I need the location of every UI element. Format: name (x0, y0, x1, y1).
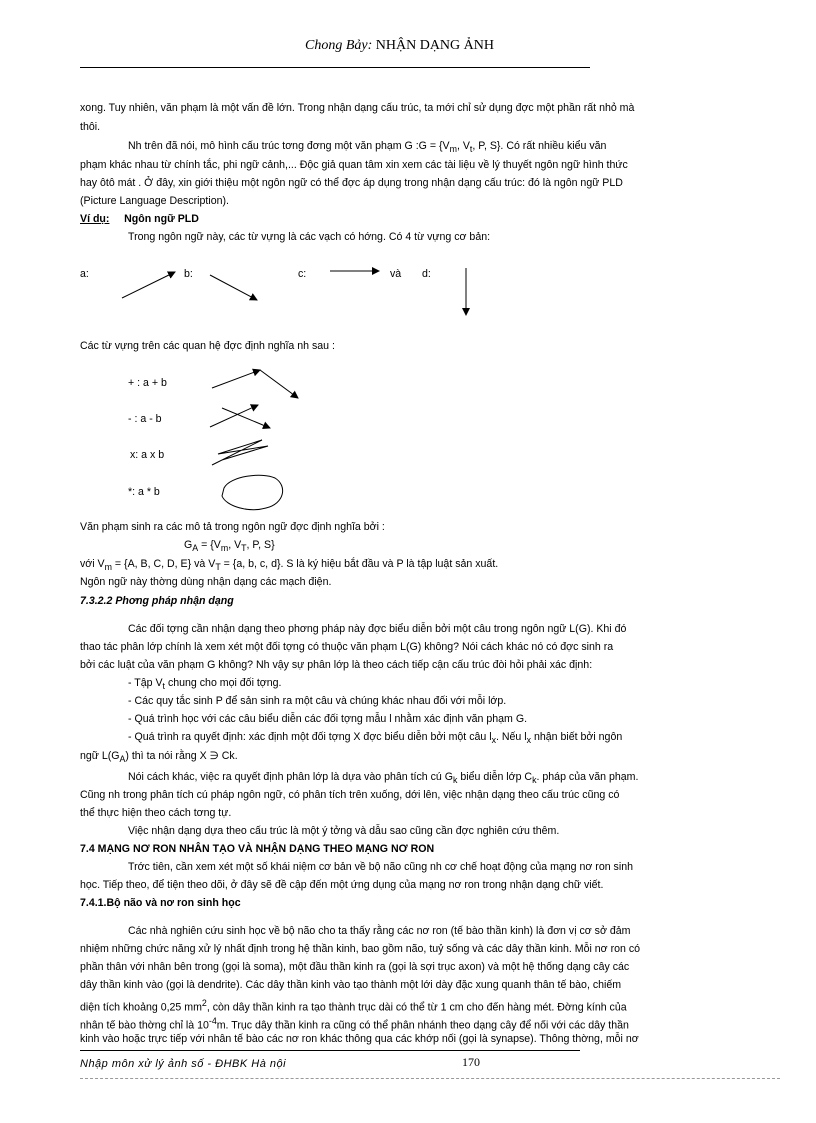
relation-plus-a (212, 370, 260, 388)
vocab-and: và (390, 268, 402, 280)
para-line: Việc nhận dạng dựa theo cấu trúc là một ý tởng và dẫu sao cũng cần đợc nghiên cứu thêm. (128, 825, 560, 837)
para-line: học. Tiếp theo, để tiện theo dõi, ở đây sẽ đề cập đến một ứng dụng của mạng nơ ron trong nhận dạng chữ viết. (80, 879, 604, 891)
vocab-a-label: a: (80, 268, 89, 280)
para-line: dây thần kinh vào (gọi là dendrite). Các dây thần kinh vào tạo thành một lới dày đặc xung quanh thân tế bào, chiếm (80, 979, 622, 991)
para-line: Các từ vựng trên các quan hệ đợc định nghĩa nh sau : (80, 340, 335, 352)
para-line: Các nhà nghiên cứu sinh học về bộ não cho ta thấy rằng các nơ ron (tế bào thần kinh) là đơn vị cơ sở đảm (128, 925, 631, 937)
para-line: thao tác phân lớp chính là xem xét một đối tợng có thuộc văn phạm L(G) không? Nói cách khác nó có đợc sinh ra (80, 641, 614, 653)
para-line: Văn phạm sinh ra các mô tả trong ngôn ngữ đợc định nghĩa bởi : (80, 521, 385, 533)
bullet-item: - Tập $V_t$ chung cho mọi đối tợng. (128, 677, 282, 692)
relation-plus-b (260, 370, 298, 398)
relation-star-shape (222, 475, 283, 509)
para-line: thể thực hiện theo cách tơng tự. (80, 807, 232, 819)
para-line: nhiệm những chức năng xử lý nhất định trong hệ thần kinh, bao gồm não, tuỷ sống và các dây thần kinh. Mỗi nơ ron có (80, 943, 641, 955)
para-line: Các đối tợng cần nhận dạng theo phơng pháp này đợc biểu diễn bởi một câu trong ngôn ngữ L(G). Khi đó (128, 623, 627, 635)
section-heading: 7.4.1.Bộ não và nơ ron sinh học (80, 897, 241, 909)
grammar-def: $G_A = \{V_m$, $V_T$, P, S} (184, 539, 275, 554)
page-number: 170 (462, 1055, 480, 1069)
para-line: (Picture Language Description). (80, 195, 229, 207)
relation-minus-a (210, 405, 258, 427)
example-heading: Ví dụ: Ngôn ngữ PLD (80, 213, 199, 225)
vocab-d-label: d: (422, 268, 431, 280)
para-line: bởi các luật của văn phạm G không? Nh vậy sự phân lớp là theo cách tiếp cận cấu trúc đòi hỏi phải xác định: (80, 659, 593, 671)
para-line: Nói cách khác, việc ra quyết định phân lớp là dựa vào phân tích cú $G_k$ biểu diễn lớp $C_k$. pháp của văn phạm. (128, 771, 639, 786)
para-line: Trớc tiên, cần xem xét một số khái niệm cơ bản về bộ não cũng nh cơ chế hoạt động của mạng nơ ron sinh (128, 861, 633, 873)
para-line: Ngôn ngữ này thờng dùng nhận dạng các mạch điện. (80, 576, 332, 588)
para-line: Cũng nh trong phân tích cú pháp ngôn ngữ, có phân tích trên xuống, dới lên, việc nhận dạng theo cấu trúc cũng có (80, 789, 620, 801)
section-heading: 7.4 MẠNG NƠ RON NHÂN TẠO VÀ NHẬN DẠNG THEO MẠNG NƠ RON (80, 843, 435, 855)
relation-times-shape (212, 440, 268, 465)
para-line: kinh vào hoặc trực tiếp với nhân tế bào các nơ ron khác thông qua các khớp nối (gọi là synapse). Thông thờng, mỗi nơ (80, 1033, 639, 1045)
relation-plus: + : a + b (128, 377, 167, 389)
bullet-item: - Quá trình học với các câu biểu diễn các đối tợng mẫu l nhằm xác định văn phạm G. (128, 713, 528, 725)
vocab-c-label: c: (298, 268, 307, 280)
para-line: hay ôtô mát . Ở đây, xin giới thiệu một ngôn ngữ có thể đợc áp dụng trong nhận dạng cấu trúc: đó là ngôn ngữ PLD (80, 177, 623, 189)
relation-minus: - : a - b (128, 413, 162, 425)
para-line: diện tích khoảng 0,25 $mm^2$, còn dây thần kinh ra tạo thành trục dài có thể từ 1 cm cho đến hàng mét. Đờng kính của (80, 998, 627, 1014)
para-line: phần thân với nhân bên trong (gọi là soma), một đầu thần kinh ra (gọi là sợi trục axon) và một hệ thống dạng cây các (80, 961, 630, 973)
para-line: nhân tế bào thờng chỉ là $10^{-4}m$. Trục dây thần kinh ra cũng có thể phân nhánh theo dạng cây để nối với các dây thần (80, 1016, 629, 1032)
para-line: với $V_m = \{A$, B, C, D, E} và $V_T = \{a$, b, c, d}. S là ký hiệu bắt đầu và P là tập luật sản xuất. (80, 558, 499, 573)
para-line: phạm khác nhau từ chính tắc, phi ngữ cảnh,... Độc giả quan tâm xin xem các tài liệu về lý thuyết ngôn ngữ hình thức (80, 159, 628, 171)
para-line: Nh trên đã nói, mô hình cấu trúc tơng đơng một văn phạm G :G = {$V_m$, $V_t$, P, S}. Có rất nhiều kiểu văn (128, 140, 607, 155)
para-line: ngữ $L(G_A)$ thì ta nói rằng X ∋ Ck. (80, 750, 238, 765)
chapter-label: Chong Bảy: (305, 38, 373, 53)
section-heading: 7.3.2.2 Phơng pháp nhận dạng (80, 595, 234, 607)
para-line: xong. Tuy nhiên, văn phạm là một vấn đề lớn. Trong nhận dạng cấu trúc, ta mới chỉ sử dụng đợc một phần rất nhỏ mà (80, 102, 635, 114)
bullet-item: - Các quy tắc sinh P để sản sinh ra một câu và chúng khác nhau đối với mỗi lớp. (128, 695, 507, 707)
relation-star: *: a * b (128, 486, 160, 498)
vocab-b-arrow (210, 275, 257, 300)
bullet-item: - Quá trình ra quyết định: xác định một đối tợng X đợc biểu diễn bởi một câu $l_x$. Nếu $l_x$ nhận biết bởi ngôn (128, 731, 623, 746)
vocab-b-label: b: (184, 268, 193, 280)
para-line: Trong ngôn ngữ này, các từ vựng là các vạch có hớng. Có 4 từ vựng cơ bản: (128, 231, 491, 243)
relation-times: x: a x b (130, 449, 165, 461)
footer-text: Nhập môn xử lý ảnh số - ĐHBK Hà nội (80, 1058, 287, 1070)
para-line: thôi. (80, 121, 101, 133)
chapter-title: NHẬN DẠNG ẢNH (375, 38, 494, 53)
vocab-a-arrow (122, 272, 175, 298)
